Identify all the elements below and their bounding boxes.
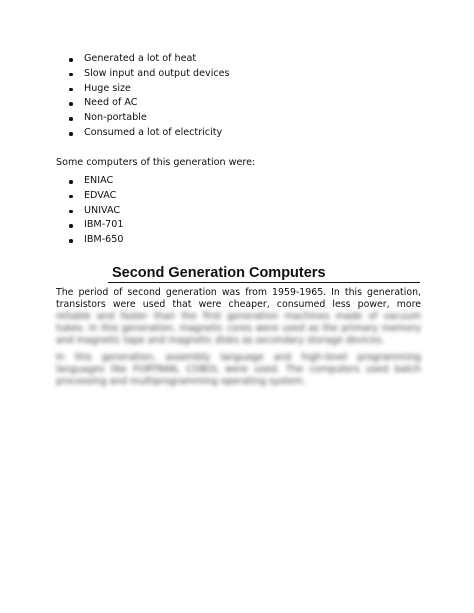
list-item xyxy=(68,52,230,67)
list-item xyxy=(68,96,230,111)
disadvantages-list xyxy=(68,52,230,141)
list-item-text: ENIAC xyxy=(84,175,114,186)
bullet-icon xyxy=(69,180,73,184)
list-item xyxy=(68,233,123,248)
list-item xyxy=(68,174,123,189)
bullet-icon xyxy=(69,102,73,106)
bullet-icon xyxy=(69,73,73,77)
list-item-text: Slow input and output devices xyxy=(84,67,230,79)
list-item-text: Non-portable xyxy=(84,112,147,124)
bullet-icon xyxy=(69,239,73,243)
paragraph-blurred-2: In this generation, assembly language and high-level programming languages like FORTRAN, COBOL were used. The computers used batch processing and multiprogramming operating system. xyxy=(56,352,421,387)
bullet-icon xyxy=(69,117,73,121)
section-heading-underline xyxy=(108,264,420,283)
list-item xyxy=(68,126,230,141)
bullet-icon xyxy=(69,210,73,214)
list-item xyxy=(68,218,123,233)
paragraph-visible: The period of second generation was from 1959-1965. In this generation, transistors were used that were cheaper, consumed less power, more xyxy=(56,287,421,310)
list-item xyxy=(68,82,230,97)
bullet-icon xyxy=(69,195,73,199)
list-item-text: Need of AC xyxy=(84,97,138,109)
bullet-icon xyxy=(69,88,73,92)
list-item-text: Generated a lot of heat xyxy=(84,53,197,64)
list-item-text: Huge size xyxy=(84,82,131,94)
examples-list xyxy=(68,174,123,248)
list-item-text: EDVAC xyxy=(84,189,117,201)
list-item xyxy=(68,111,230,126)
list-item-text: Consumed a lot of electricity xyxy=(84,126,223,138)
paragraph-blurred: reliable and faster than the first generation machines made of vacuum tubes. In this generation, magnetic cores were used as the primary memory and magnetic tape and magnetic disks as secondary storage devices. xyxy=(56,311,421,346)
list-item xyxy=(68,189,123,204)
bullet-icon xyxy=(69,58,73,62)
examples-intro: Some computers of this generation were: xyxy=(56,157,256,168)
list-item-text: IBM-650 xyxy=(84,234,124,246)
list-item-text: IBM-701 xyxy=(84,219,124,231)
section-heading: Second Generation Computers xyxy=(112,265,326,281)
list-item-text: UNIVAC xyxy=(84,204,121,216)
list-item xyxy=(68,204,123,219)
bullet-icon xyxy=(69,224,73,228)
list-item xyxy=(68,67,230,82)
bullet-icon xyxy=(69,132,73,136)
